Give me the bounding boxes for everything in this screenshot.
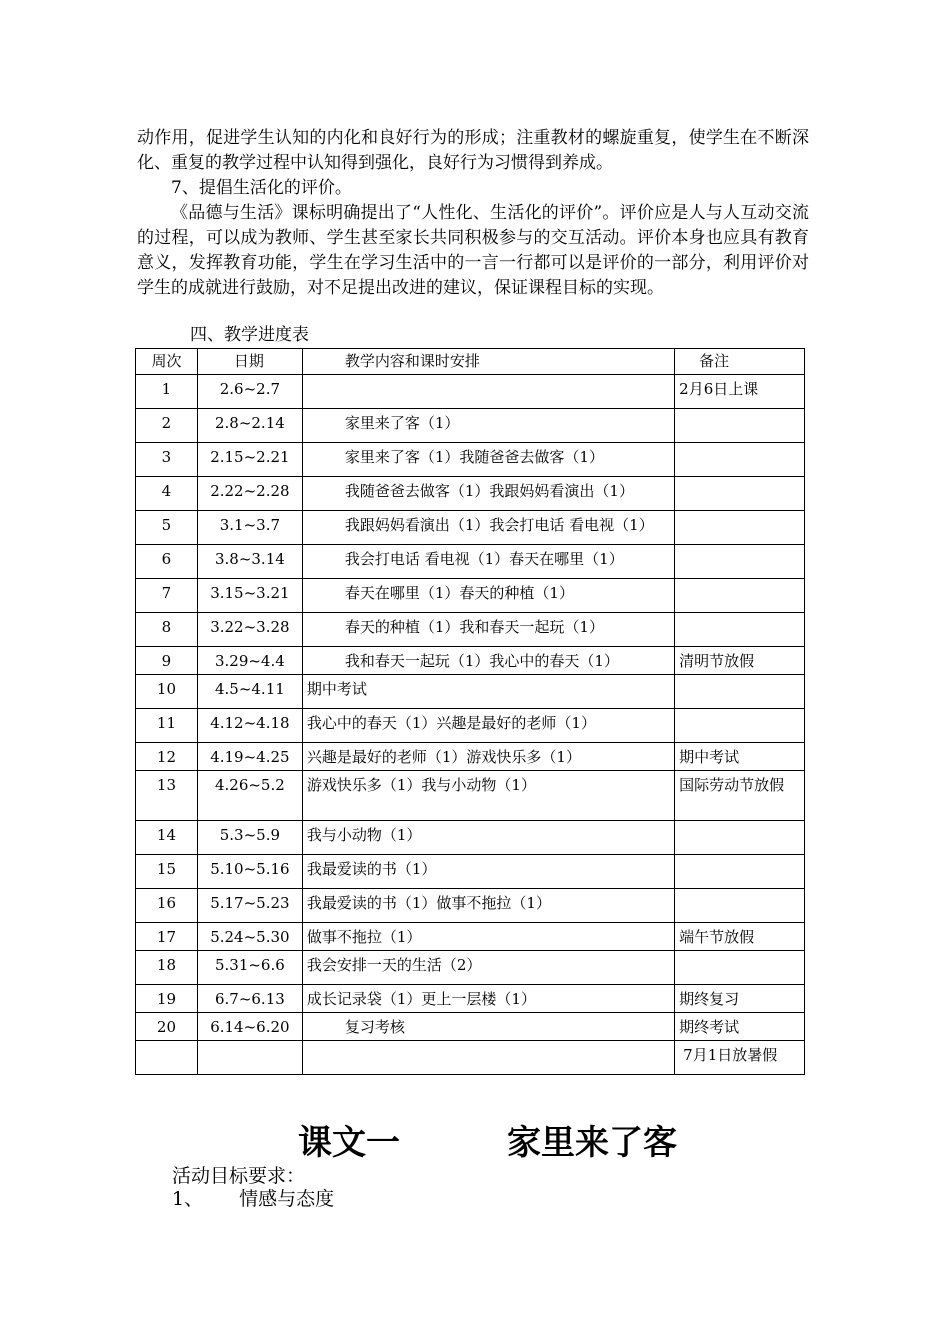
cell-date: 5.3~5.9	[197, 821, 302, 855]
cell-date: 5.10~5.16	[197, 855, 302, 889]
paragraph-evaluation: 《品德与生活》课标明确提出了“人性化、生活化的评价”。评价应是人与人互动交流的过程，可以成为教师、学生甚至家长共同积极参与的交互活动。评价本身也应具有教育意义，发挥教育功能，学生在学习生活中的一言一行都可以是评价的一部分，利用评价对学生的成就进行鼓励，对不足提出改进的建议，保证课程目标的实现。	[137, 203, 809, 298]
cell-date: 2.22~2.28	[197, 477, 302, 511]
cell-date: 4.19~4.25	[197, 743, 302, 771]
cell-note	[675, 511, 805, 545]
cell-content: 我与小动物（1）	[302, 821, 674, 855]
goals-item-1-text: 情感与态度	[239, 1188, 335, 1210]
cell-note	[675, 545, 805, 579]
cell-week: 19	[136, 985, 198, 1013]
schedule-table	[135, 348, 805, 1075]
cell-week: 9	[136, 647, 198, 675]
cell-note	[675, 443, 805, 477]
cell-content: 兴趣是最好的老师（1）游戏快乐多（1）	[302, 743, 674, 771]
cell-week: 8	[136, 613, 198, 647]
cell-week: 1	[136, 375, 198, 409]
cell-week: 20	[136, 1013, 198, 1041]
cell-week: 12	[136, 743, 198, 771]
table-row	[136, 613, 805, 647]
cell-week: 18	[136, 951, 198, 985]
cell-content: 我会安排一天的生活（2）	[302, 951, 674, 985]
table-row	[136, 477, 805, 511]
lesson-name: 家里来了客	[507, 1123, 677, 1163]
cell-date: 3.29~4.4	[197, 647, 302, 675]
cell-note: 期终复习	[675, 985, 805, 1013]
cell-date: 4.12~4.18	[197, 709, 302, 743]
table-row	[136, 743, 805, 771]
cell-date	[197, 1041, 302, 1075]
cell-content: 成长记录袋（1）更上一层楼（1）	[302, 985, 674, 1013]
cell-content: 我心中的春天（1）兴趣是最好的老师（1）	[302, 709, 674, 743]
cell-note	[675, 951, 805, 985]
cell-date: 6.14~6.20	[197, 1013, 302, 1041]
cell-content: 我最爱读的书（1）做事不拖拉（1）	[302, 889, 674, 923]
table-row	[136, 409, 805, 443]
cell-content: 期中考试	[302, 675, 674, 709]
cell-note	[675, 613, 805, 647]
table-row	[136, 511, 805, 545]
cell-date: 3.22~3.28	[197, 613, 302, 647]
cell-content: 春天的种植（1）我和春天一起玩（1）	[302, 613, 674, 647]
cell-week: 17	[136, 923, 198, 951]
header-content: 教学内容和课时安排	[302, 349, 674, 375]
header-note: 备注	[675, 349, 805, 375]
table-row	[136, 951, 805, 985]
lesson-number: 课文一	[298, 1123, 400, 1163]
cell-content: 家里来了客（1）	[302, 409, 674, 443]
cell-note	[675, 889, 805, 923]
table-row	[136, 985, 805, 1013]
table-row	[136, 647, 805, 675]
cell-note: 国际劳动节放假	[675, 771, 805, 821]
table-row	[136, 579, 805, 613]
cell-week: 14	[136, 821, 198, 855]
table-row	[136, 545, 805, 579]
cell-note	[675, 709, 805, 743]
cell-date: 3.15~3.21	[197, 579, 302, 613]
goals-item-1-number: 1、	[172, 1188, 204, 1210]
cell-content: 我会打电话 看电视（1）春天在哪里（1）	[302, 545, 674, 579]
cell-date: 3.1~3.7	[197, 511, 302, 545]
table-row	[136, 1041, 805, 1075]
table-header-row	[136, 349, 805, 375]
cell-week: 5	[136, 511, 198, 545]
cell-date: 4.5~4.11	[197, 675, 302, 709]
cell-week: 16	[136, 889, 198, 923]
cell-content: 春天在哪里（1）春天的种植（1）	[302, 579, 674, 613]
cell-week: 4	[136, 477, 198, 511]
cell-content	[302, 375, 674, 409]
cell-note: 期中考试	[675, 743, 805, 771]
cell-date: 5.24~5.30	[197, 923, 302, 951]
table-row	[136, 375, 805, 409]
cell-note: 2月6日上课	[675, 375, 805, 409]
cell-week: 3	[136, 443, 198, 477]
cell-date: 6.7~6.13	[197, 985, 302, 1013]
cell-week	[136, 1041, 198, 1075]
cell-date: 5.17~5.23	[197, 889, 302, 923]
table-row	[136, 1013, 805, 1041]
table-row	[136, 821, 805, 855]
cell-note: 期终考试	[675, 1013, 805, 1041]
table-row	[136, 675, 805, 709]
cell-week: 15	[136, 855, 198, 889]
cell-content: 复习考核	[302, 1013, 674, 1041]
cell-week: 10	[136, 675, 198, 709]
goals-item-1	[172, 1186, 334, 1212]
cell-date: 2.6~2.7	[197, 375, 302, 409]
cell-date: 5.31~6.6	[197, 951, 302, 985]
paragraph-continued: 动作用，促进学生认知的内化和良好行为的形成；注重教材的螺旋重复，使学生在不断深化、重复的教学过程中认知得到强化，良好行为习惯得到养成。	[137, 128, 809, 173]
paragraph-heading-7: 7、提倡生活化的评价。	[171, 178, 352, 198]
cell-content: 家里来了客（1）我随爸爸去做客（1）	[302, 443, 674, 477]
cell-note	[675, 409, 805, 443]
header-date: 日期	[197, 349, 302, 375]
cell-content: 我最爱读的书（1）	[302, 855, 674, 889]
cell-note	[675, 477, 805, 511]
cell-content	[302, 1041, 674, 1075]
section-title: 四、教学进度表	[190, 325, 309, 345]
cell-note: 7月1日放暑假	[675, 1041, 805, 1075]
cell-week: 7	[136, 579, 198, 613]
cell-note	[675, 855, 805, 889]
cell-note	[675, 675, 805, 709]
table-row	[136, 923, 805, 951]
cell-content: 做事不拖拉（1）	[302, 923, 674, 951]
cell-week: 2	[136, 409, 198, 443]
table-row	[136, 855, 805, 889]
cell-note: 清明节放假	[675, 647, 805, 675]
table-row	[136, 889, 805, 923]
header-week: 周次	[136, 349, 198, 375]
table-row	[136, 709, 805, 743]
cell-content: 我和春天一起玩（1）我心中的春天（1）	[302, 647, 674, 675]
cell-note: 端午节放假	[675, 923, 805, 951]
table-row	[136, 771, 805, 821]
cell-week: 6	[136, 545, 198, 579]
cell-date: 2.8~2.14	[197, 409, 302, 443]
cell-note	[675, 579, 805, 613]
goals-heading: 活动目标要求：	[172, 1165, 306, 1187]
cell-week: 11	[136, 709, 198, 743]
cell-date: 2.15~2.21	[197, 443, 302, 477]
cell-date: 3.8~3.14	[197, 545, 302, 579]
cell-content: 我随爸爸去做客（1）我跟妈妈看演出（1）	[302, 477, 674, 511]
cell-note	[675, 821, 805, 855]
cell-content: 游戏快乐多（1）我与小动物（1）	[302, 771, 674, 821]
table-row	[136, 443, 805, 477]
cell-date: 4.26~5.2	[197, 771, 302, 821]
cell-week: 13	[136, 771, 198, 821]
cell-content: 我跟妈妈看演出（1）我会打电话 看电视（1）	[302, 511, 674, 545]
